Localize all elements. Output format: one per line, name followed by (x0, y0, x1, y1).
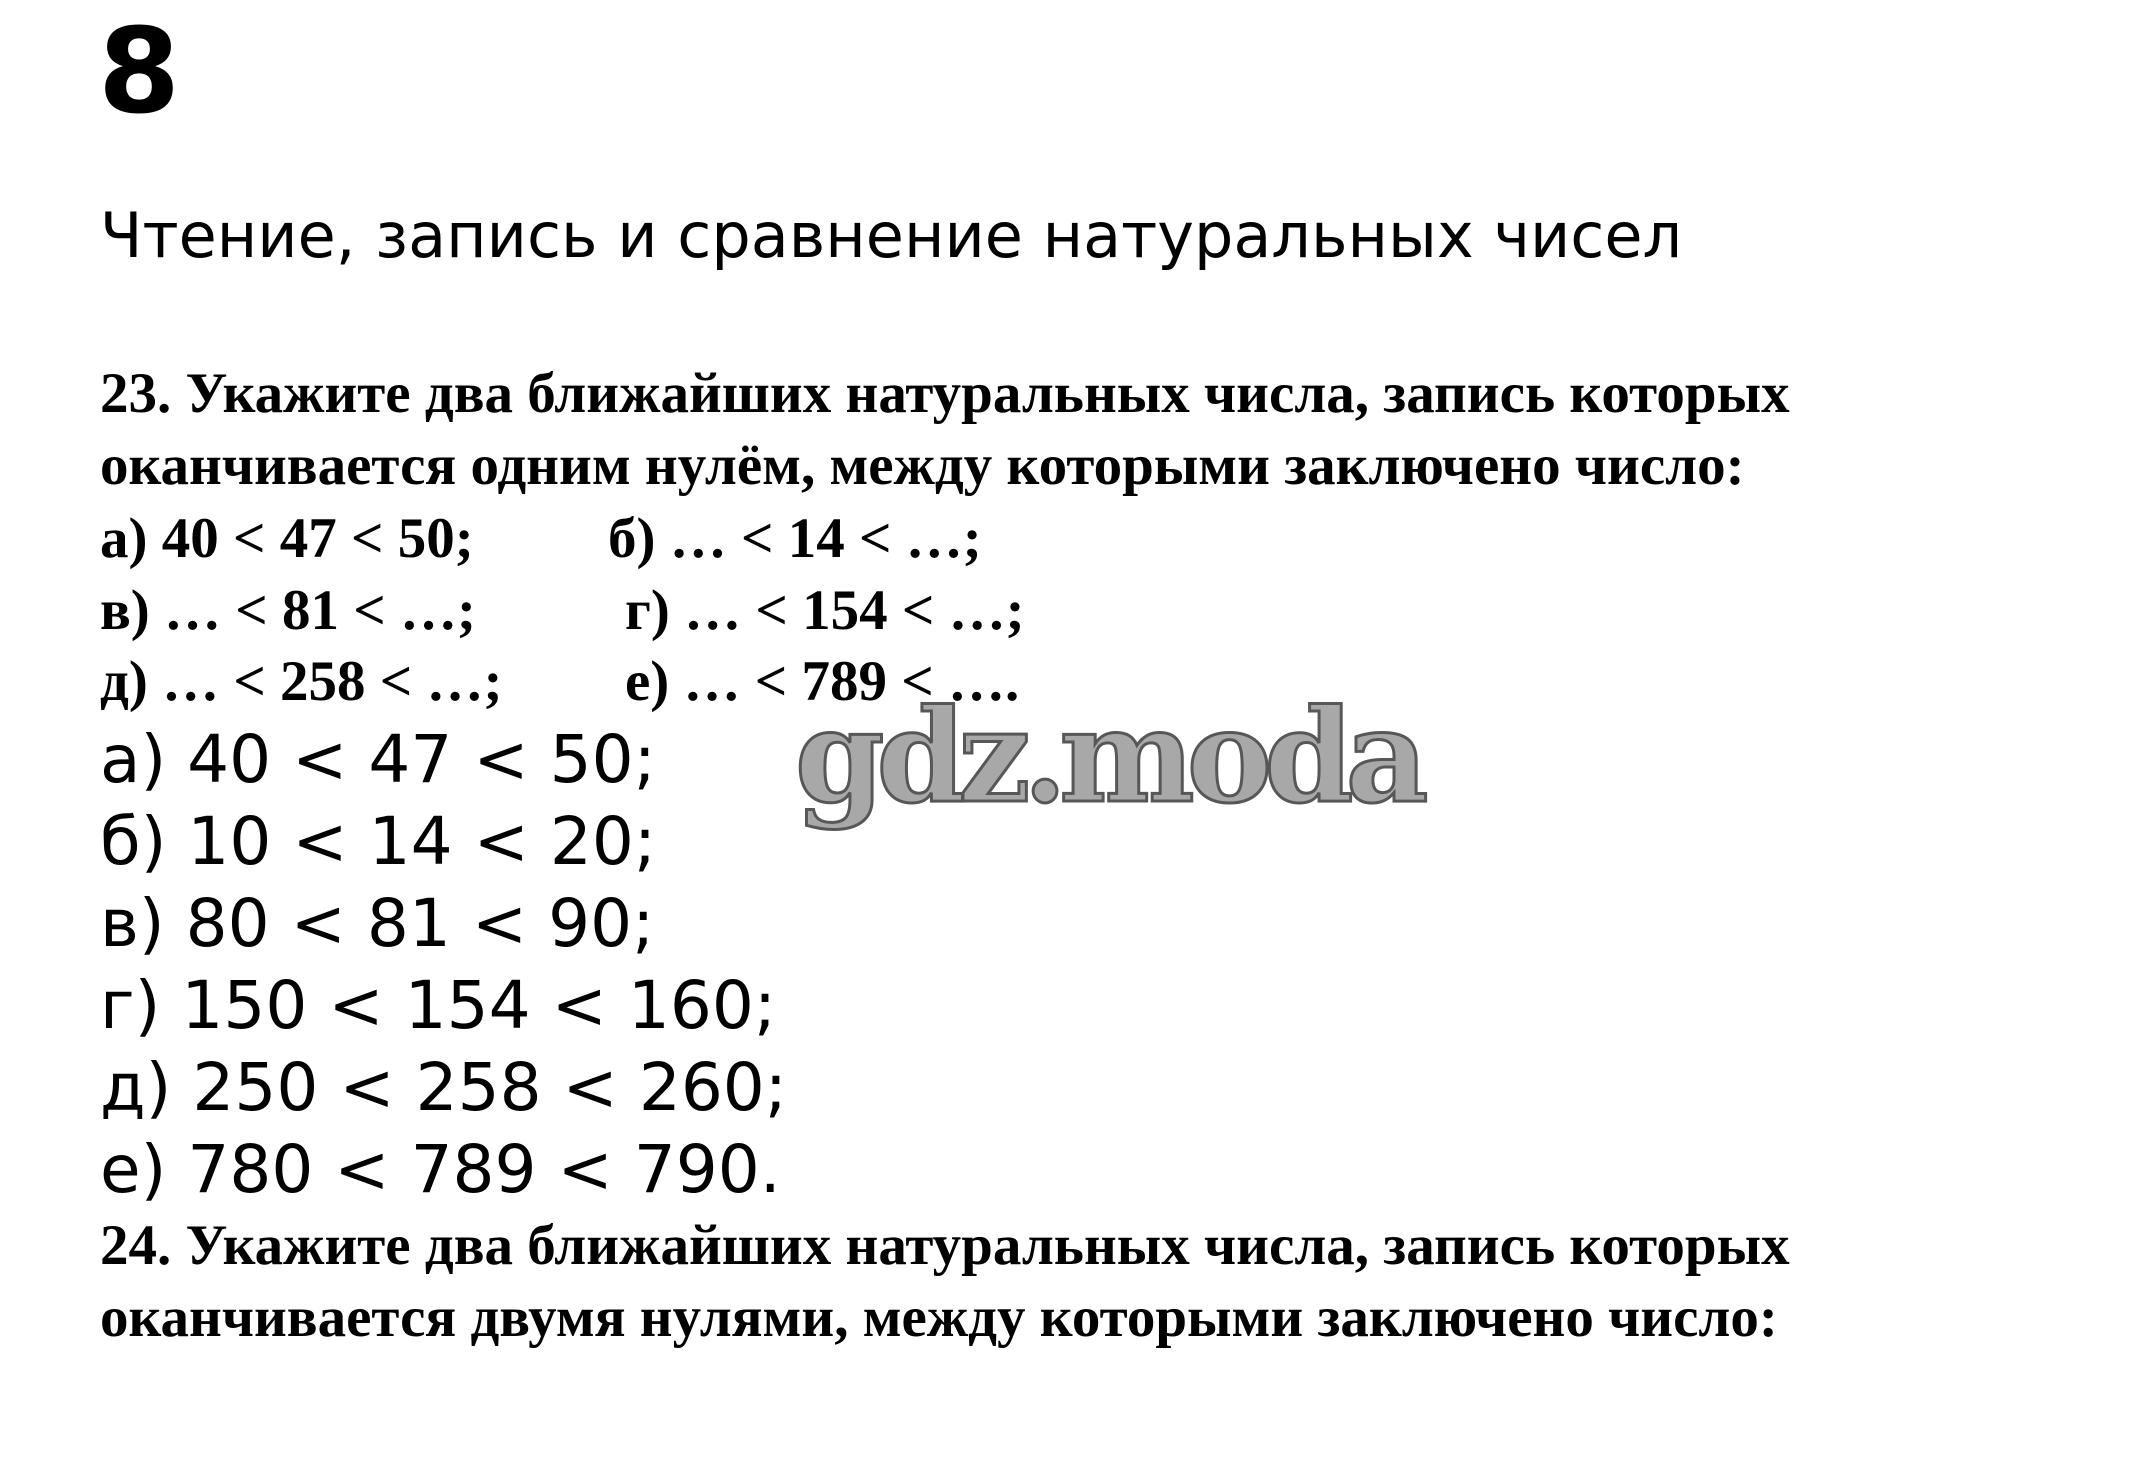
problem-23-statement-line-2: оканчивается одним нулём, между которыми заключено число: (100, 434, 1745, 497)
page-number: 8 (98, 2, 181, 140)
answer-v: в) 80 < 81 < 90; (100, 885, 655, 962)
problem-23-item-d: д) … < 258 < …; (100, 650, 503, 713)
problem-23-item-a: а) 40 < 47 < 50; (100, 507, 474, 570)
section-title: Чтение, запись и сравнение натуральных чисел (100, 199, 1683, 272)
problem-23-item-b: б) … < 14 < …; (608, 507, 982, 570)
answer-a: а) 40 < 47 < 50; (100, 721, 656, 798)
problem-23-statement-line-1: 23. Укажите два ближайших натуральных числа, запись которых (100, 362, 1790, 425)
problem-23-item-v: в) … < 81 < …; (100, 579, 476, 642)
problem-24-statement-line-2: оканчивается двумя нулями, между которыми заключено число: (100, 1286, 1778, 1349)
watermark: gdz.moda (795, 682, 1421, 832)
answer-d: д) 250 < 258 < 260; (100, 1049, 788, 1126)
problem-24-statement-line-1: 24. Укажите два ближайших натуральных числа, запись которых (100, 1214, 1790, 1277)
answer-g: г) 150 < 154 < 160; (100, 967, 777, 1044)
problem-23-item-e: е) … < 789 < …. (625, 650, 1020, 713)
answer-b: б) 10 < 14 < 20; (100, 803, 657, 880)
problem-23-item-g: г) … < 154 < …; (625, 579, 1025, 642)
answer-e: е) 780 < 789 < 790. (100, 1131, 781, 1208)
